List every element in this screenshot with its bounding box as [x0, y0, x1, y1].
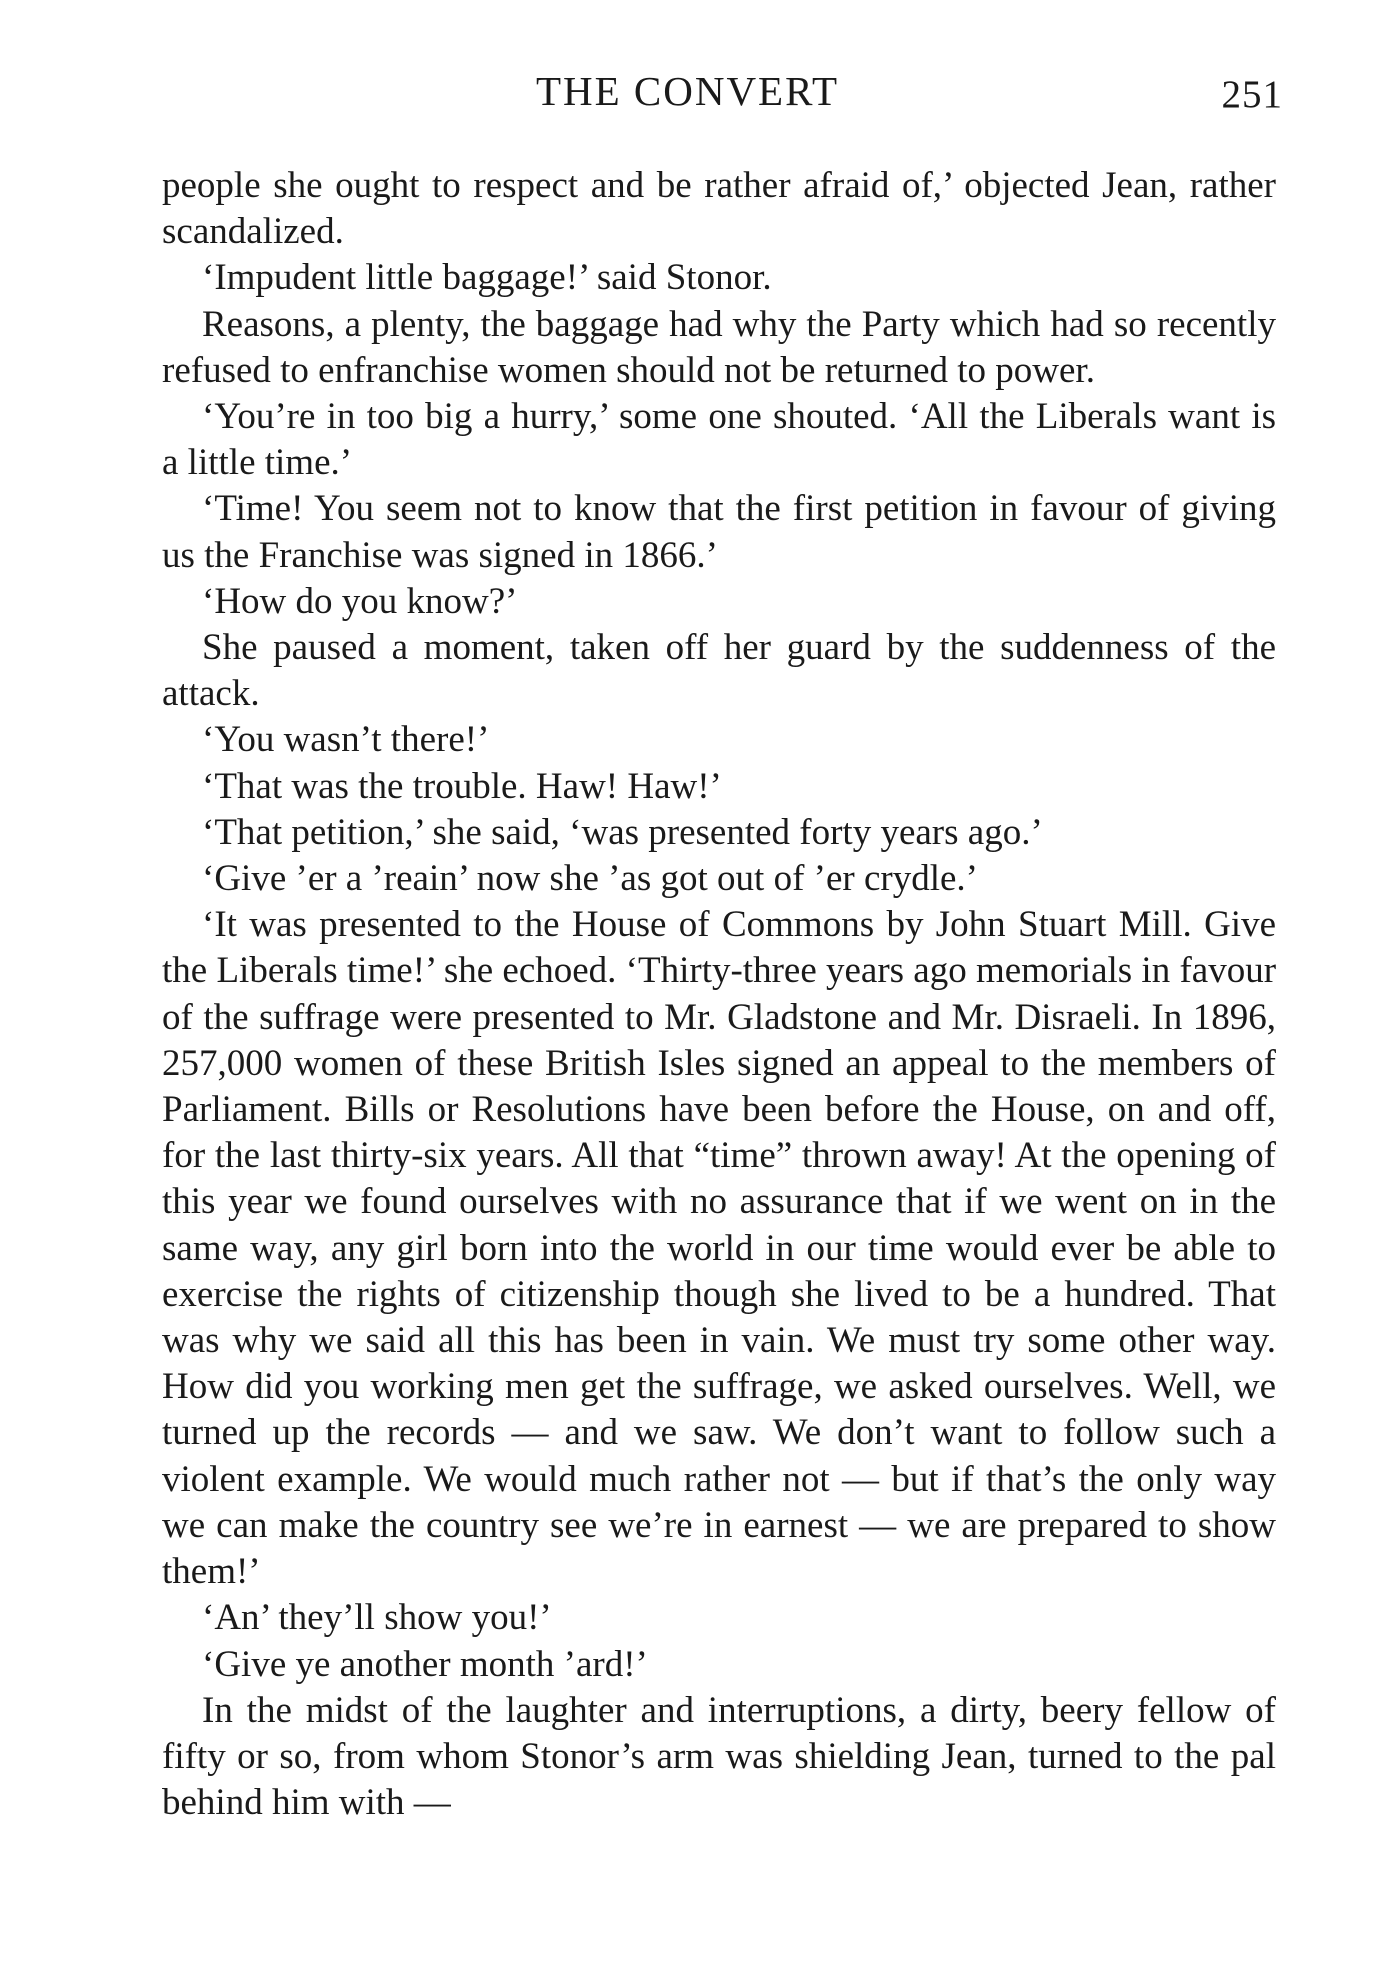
paragraph-6: ‘How do you know?’ [202, 580, 518, 622]
paragraph-9: ‘That was the trouble. Haw! Haw!’ [202, 765, 722, 807]
running-head [0, 66, 1375, 116]
paragraph-3: Reasons, a plenty, the baggage had why the Party which had so recently refused to enfranchise women should not be returned to power. [162, 303, 1276, 391]
paragraph-5: ‘Time! You seem not to know that the first petition in favour of giving us the Franchise was signed in 1866.’ [162, 488, 1276, 576]
paragraph-1: people she ought to respect and be rather afraid of,’ objected Jean, rather scandalized. [162, 165, 1276, 253]
paragraph-12: ‘It was presented to the House of Commons by John Stuart Mill. Give the Liberals time!’ she echoed. ‘Thirty-three years ago memorials in favour of the suffrage were presented to Mr. Gladstone and Mr. Disraeli. In 1896, 257,000 women of these British Isles signed an appeal to the members of Parliament. Bills or Resolutions have been before the House, on and off, for the last thirty-six years. All that “time” thrown away! At the opening of this year we found ourselves with no assurance that if we went on in the same way, any girl born into the world in our time would ever be able to exercise the rights of citizenship though she lived to be a hundred. That was why we said all this has been in vain. We must try some other way. How did you working men get the suffrage, we asked ourselves. Well, we turned up the records — and we saw. We don’t want to follow such a violent example. We would much rather not — but if that’s the only way we can make the country see we’re in earnest — we are prepared to show them!’ [162, 904, 1277, 1593]
paragraph-2: ‘Impudent little baggage!’ said Stonor. [202, 257, 772, 299]
paragraph-14: ‘Give ye another month ’ard!’ [202, 1643, 648, 1685]
paragraph-8: ‘You wasn’t there!’ [202, 719, 490, 761]
paragraph-13: ‘An’ they’ll show you!’ [202, 1597, 552, 1639]
paragraph-10: ‘That petition,’ she said, ‘was presented forty years ago.’ [202, 811, 1043, 853]
paragraph-15: In the midst of the laughter and interruptions, a dirty, beery fellow of fifty or so, from whom Stonor’s arm was shielding Jean, turned to the pal behind him with — [162, 1689, 1276, 1824]
page-number: 251 [1221, 73, 1283, 116]
paragraph-7: She paused a moment, taken off her guard by the suddenness of the attack. [162, 627, 1276, 715]
body-text [162, 163, 1276, 1826]
running-title: THE CONVERT [535, 68, 840, 114]
paragraph-11: ‘Give ’er a ’reain’ now she ’as got out of ’er crydle.’ [202, 858, 978, 900]
paragraph-4: ‘You’re in too big a hurry,’ some one shouted. ‘All the Liberals want is a little time.’ [162, 396, 1276, 484]
